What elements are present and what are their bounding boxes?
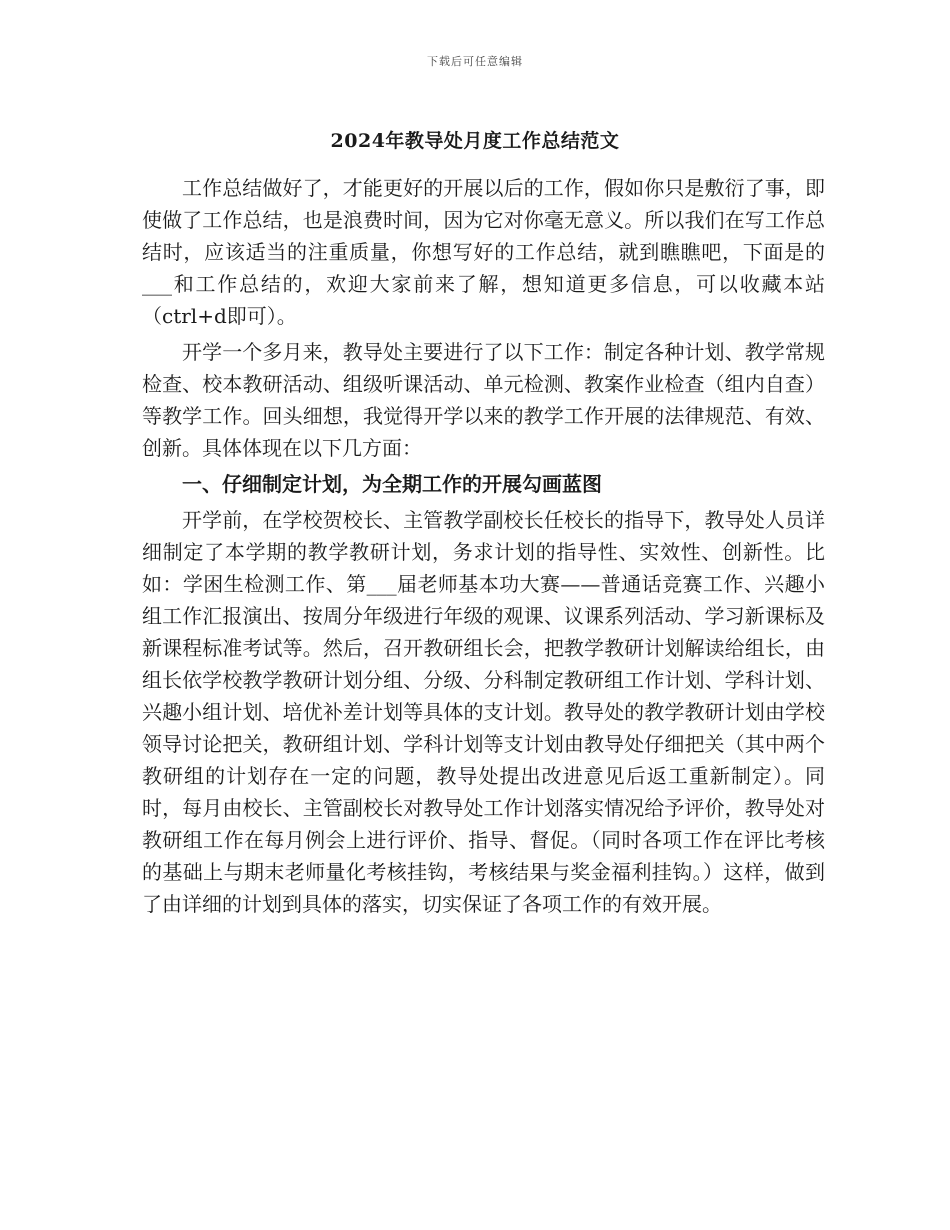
section-paragraph: 开学前，在学校贺校长、主管教学副校长任校长的指导下，教导处人员详细制定了本学期的教学教研计划，务求计划的指导性、实效性、创新性。比如：学困生检测工作、第___届老师基本功大赛——普通话竞赛工作、兴趣小组工作汇报演出、按周分年级进行年级的观课、议课系列活动、学习新课标及新课程标准考试等。然后，召开教研组长会，把教学教研计划解读给组长，由组长依学校教学教研计划分组、分级、分科制定教研组工作计划、学科计划、兴趣小组计划、培优补差计划等具体的支计划。教导处的教学教研计划由学校领导讨论把关，教研组计划、学科计划等支计划由教导处仔细把关（其中两个教研组的计划存在一定的问题，教导处提出改进意见后返工重新制定）。同时，每月由校长、主管副校长对教导处工作计划落实情况给予评价，教导处对教研组工作在每月例会上进行评价、指导、督促。（同时各项工作在评比考核的基础上与期末老师量化考核挂钩，考核结果与奖金福利挂钩。）这样，做到了由详细的计划到具体的落实，切实保证了各项工作的有效开展。 [142, 508, 825, 916]
document-title: 2024年教导处月度工作总结范文 [330, 130, 620, 152]
intro-paragraph: 工作总结做好了，才能更好的开展以后的工作，假如你只是敷衍了事，即使做了工作总结，也是浪费时间，因为它对你毫无意义。所以我们在写工作总结时，应该适当的注重质量，你想写好的工作总结，就到瞧瞧吧，下面是的___和工作总结的，欢迎大家前来了解，想知道更多信息，可以收藏本站（ctrl+d即可）。 [142, 176, 825, 328]
document-body [142, 172, 825, 924]
overview-paragraph: 开学一个多月来，教导处主要进行了以下工作：制定各种计划、教学常规检查、校本教研活动、组级听课活动、单元检测、教案作业检查（组内自查）等教学工作。回头细想，我觉得开学以来的教学工作开展的法律规范、有效、创新。具体体现在以下几方面： [142, 340, 825, 460]
header-note: 下载后可任意编辑 [427, 55, 523, 68]
section-heading: 一、仔细制定计划，为全期工作的开展勾画蓝图 [182, 472, 602, 496]
